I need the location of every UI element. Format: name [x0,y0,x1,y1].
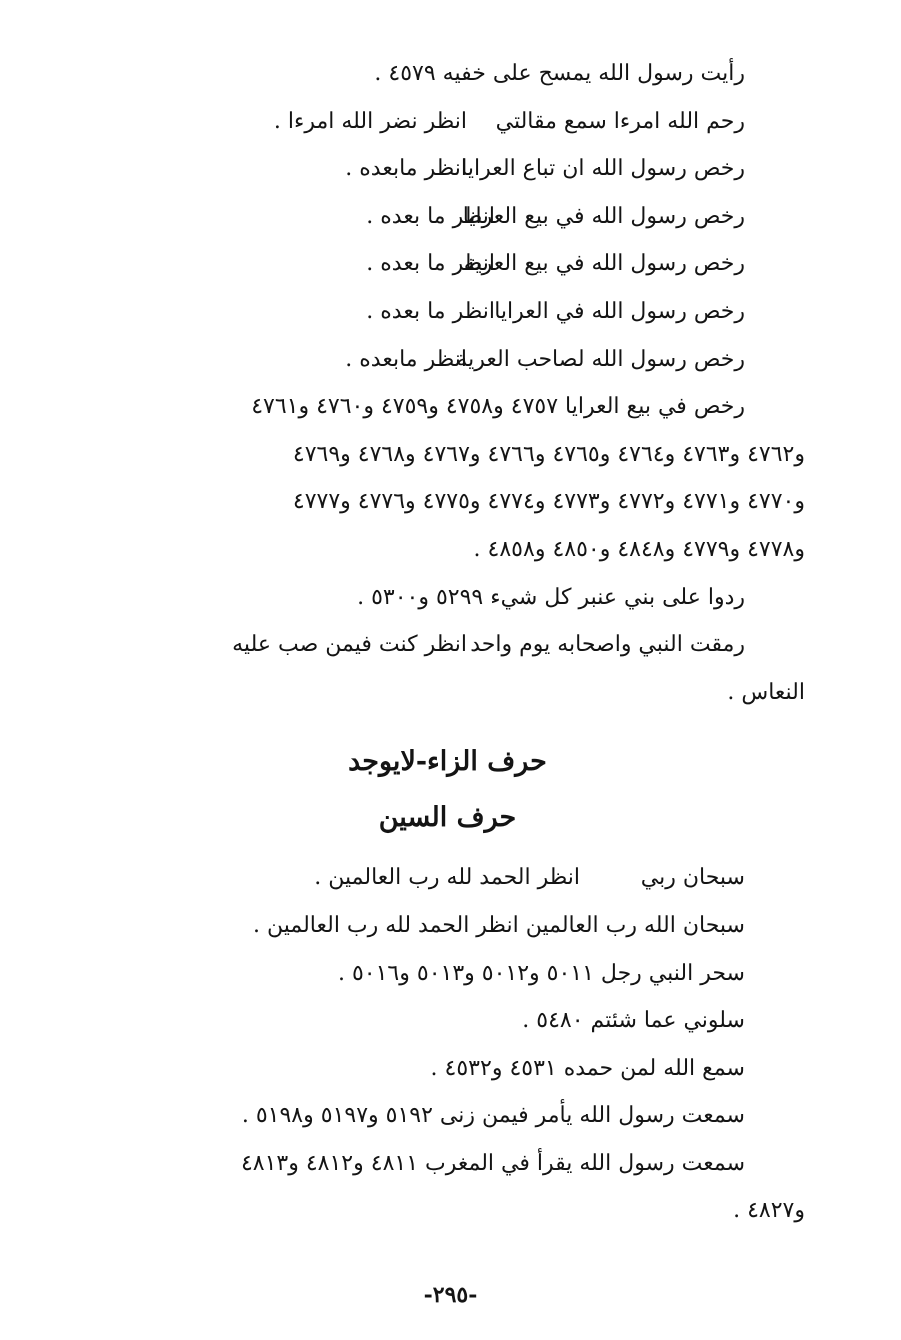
entry-reference: انظر ما بعده . [366,203,495,229]
entry-text: سمع الله لمن حمده ٤٥٣١ و٤٥٣٢ . [430,1055,745,1081]
entry-line [150,98,745,146]
entry-text: و٤٨٢٧ . [733,1198,805,1224]
entry-reference: انظر ما بعده . [366,251,495,277]
entry-line [150,621,745,669]
entry-continuation [150,478,805,526]
entry-text: ردوا على بني عنبر كل شيء ٥٢٩٩ و٥٣٠٠ . [357,584,745,610]
entry-line [150,240,745,288]
entry-continuation [150,431,805,479]
entry-line [150,336,745,384]
entry-continuation [150,1187,805,1235]
entry-reference: انظر مابعده . [345,156,467,182]
entry-line [150,902,745,950]
entry-text: و٤٧٦٢ و٤٧٦٣ و٤٧٦٤ و٤٧٦٥ و٤٧٦٦ و٤٧٦٧ و٤٧٦٨ و٤٧٦٩ [292,441,805,467]
entry-line [150,574,745,622]
entry-text: سمعت رسول الله يأمر فيمن زنى ٥١٩٢ و٥١٩٧ و٥١٩٨ . [241,1103,745,1129]
entry-text: سمعت رسول الله يقرأ في المغرب ٤٨١١ و٤٨١٢ و٤٨١٣ [240,1150,745,1176]
index-content [150,50,805,1235]
entry-line [150,1092,745,1140]
entry-continuation [150,669,805,717]
entry-text: رخص رسول الله لصاحب العرية [456,346,745,372]
entry-reference: انظر كنت فيمن صب عليه [232,632,467,658]
entry-text: رمقت النبي واصحابه يوم واحد [470,632,745,658]
entry-text: و٤٧٧٠ و٤٧٧١ و٤٧٧٢ و٤٧٧٣ و٤٧٧٤ و٤٧٧٥ و٤٧٧٦ و٤٧٧٧ [292,489,805,515]
entry-text: النعاس . [727,679,805,705]
entry-line [150,145,745,193]
entry-text: سبحان ربي [640,865,745,891]
entry-line [150,950,745,998]
entry-reference: انظر مابعده . [345,346,467,372]
entry-text: رخص رسول الله ان تباع العرايا [461,156,745,182]
entry-line [150,193,745,241]
entry-line [150,288,745,336]
entry-text: سحر النبي رجل ٥٠١١ و٥٠١٢ و٥٠١٣ و٥٠١٦ . [337,960,745,986]
entry-line [150,1045,745,1093]
entry-text: رخص رسول الله في بيع العرايا [462,203,745,229]
entry-text: رخص رسول الله في بيع العرية [463,251,745,277]
entry-text: رخص رسول الله في العرايا [494,298,745,324]
section-heading: حرف السين [378,802,517,834]
entry-text: سلوني عما شئتم ٥٤٨٠ . [522,1008,745,1034]
entry-line [150,854,745,902]
entry-text: رخص في بيع العرايا ٤٧٥٧ و٤٧٥٨ و٤٧٥٩ و٤٧٦٠ و٤٧٦١ [251,394,745,420]
entry-text: و٤٧٧٨ و٤٧٧٩ و٤٨٤٨ و٤٨٥٠ و٤٨٥٨ . [473,536,805,562]
page-number: -٢٩٥- [423,1282,478,1308]
entry-reference: انظر نضر الله امرءا . [273,108,467,134]
entry-line [150,1140,745,1188]
section-heading: حرف الزاء-لايوجد [348,746,547,778]
entry-text: سبحان الله رب العالمين انظر الحمد لله رب العالمين . [253,912,745,938]
entry-line [150,997,745,1045]
entry-text: رأيت رسول الله يمسح على خفيه ٤٥٧٩ . [374,61,745,86]
entry-line [150,50,745,98]
entry-reference: انظر ما بعده . [366,298,495,324]
entry-reference: انظر الحمد لله رب العالمين . [314,865,580,891]
entry-text: رحم الله امرءا سمع مقالتي [495,108,745,134]
entry-line [150,383,745,431]
entry-continuation [150,526,805,574]
